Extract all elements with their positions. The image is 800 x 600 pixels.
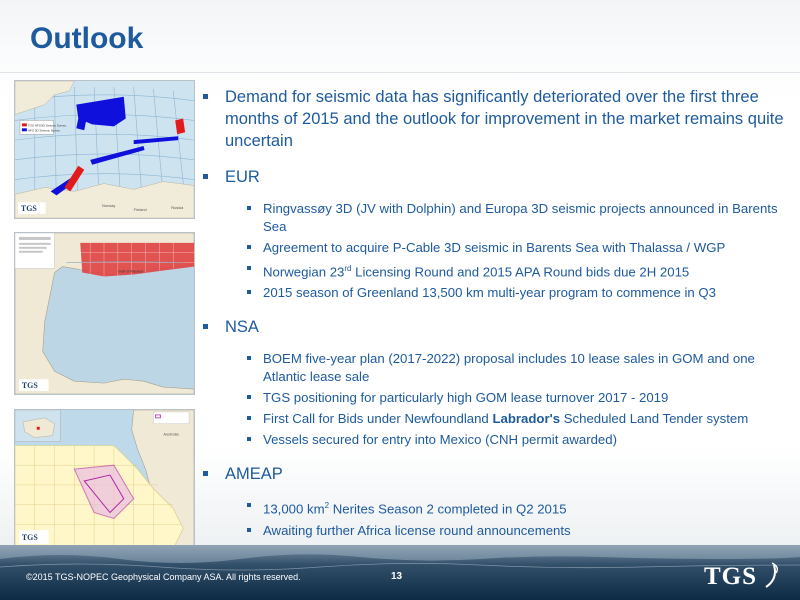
nerites-text-sup: 2 bbox=[324, 501, 330, 511]
nsa-item: Vessels secured for entry into Mexico (CNH permit awarded) bbox=[203, 431, 795, 449]
page-number: 13 bbox=[391, 571, 403, 582]
tgs-logo: TGS bbox=[704, 563, 758, 590]
copyright-text: ©2015 TGS-NOPEC Geophysical Company ASA. All rights reserved. bbox=[26, 572, 301, 582]
map1-label-finland: Finland bbox=[133, 207, 147, 213]
ameap-heading: AMEAP bbox=[203, 463, 795, 485]
title-divider bbox=[0, 72, 800, 73]
map3-tgs-logo: TGS bbox=[21, 533, 38, 543]
barents-sea-map bbox=[14, 80, 195, 219]
map2-tgs-logo: TGS bbox=[21, 381, 38, 391]
ameap-item-nerites bbox=[203, 497, 795, 518]
outlook-content bbox=[203, 86, 795, 540]
nsa-item-call-for-bids bbox=[203, 410, 795, 428]
licensing-text-sup: rd bbox=[344, 264, 352, 273]
page-title: Outlook bbox=[30, 22, 144, 55]
nsa-heading: NSA bbox=[203, 316, 795, 338]
eur-item: Agreement to acquire P-Cable 3D seismic in Barents Sea with Thalassa / WGP bbox=[203, 239, 795, 257]
map2-region-label: Gulf of Mexico bbox=[117, 268, 144, 274]
eur-item: 2015 season of Greenland 13,500 km multi-year program to commence in Q3 bbox=[203, 284, 795, 302]
map1-legend-2: NFG 3D Seismic Survey bbox=[27, 128, 60, 133]
nsa-item: TGS positioning for particularly high GOM lease turnover 2017 - 2019 bbox=[203, 389, 795, 407]
tgs-logo-swoosh-icon bbox=[760, 561, 782, 589]
map1-legend-1: TGS NFG3D Seismic Survey bbox=[27, 123, 66, 128]
gulf-of-mexico-map bbox=[14, 232, 195, 395]
licensing-text-post: Licensing Round and 2015 APA Round bids due 2H 2015 bbox=[351, 264, 690, 280]
map1-label-russia: Russia bbox=[171, 205, 184, 211]
map1-tgs-logo: TGS bbox=[20, 204, 37, 214]
eur-item-licensing bbox=[203, 260, 795, 281]
nerites-text-pre: 13,000 km bbox=[263, 501, 325, 517]
ameap-item: Awaiting further Africa license round announcements bbox=[203, 522, 795, 540]
barents-sea-map-graphic bbox=[15, 81, 194, 218]
map3-label-australia: Australia bbox=[163, 431, 179, 437]
nsa-item: BOEM five-year plan (2017-2022) proposal includes 10 lease sales in GOM and one Atlantic lease sale bbox=[203, 350, 795, 386]
call-text-pre: First Call for Bids under Newfoundland bbox=[263, 411, 493, 427]
map1-label-norway: Norway bbox=[102, 203, 116, 209]
footer-bar bbox=[0, 545, 800, 600]
nerites-text-post: Nerites Season 2 completed in Q2 2015 bbox=[329, 501, 567, 517]
call-text-post: Scheduled Land Tender system bbox=[560, 411, 749, 427]
eur-item: Ringvassøy 3D (JV with Dolphin) and Europa 3D seismic projects announced in Barents Sea bbox=[203, 200, 795, 236]
licensing-text-pre: Norwegian 23 bbox=[263, 264, 345, 280]
gulf-of-mexico-map-graphic bbox=[15, 233, 194, 394]
australia-map-graphic bbox=[15, 410, 194, 549]
call-text-bold: Labrador's bbox=[492, 411, 561, 427]
eur-heading: EUR bbox=[203, 166, 795, 188]
intro-bullet: Demand for seismic data has significantly deteriorated over the first three months of 2015 and the outlook for improvement in the market remains quite uncertain bbox=[203, 86, 795, 152]
australia-map bbox=[14, 409, 195, 550]
